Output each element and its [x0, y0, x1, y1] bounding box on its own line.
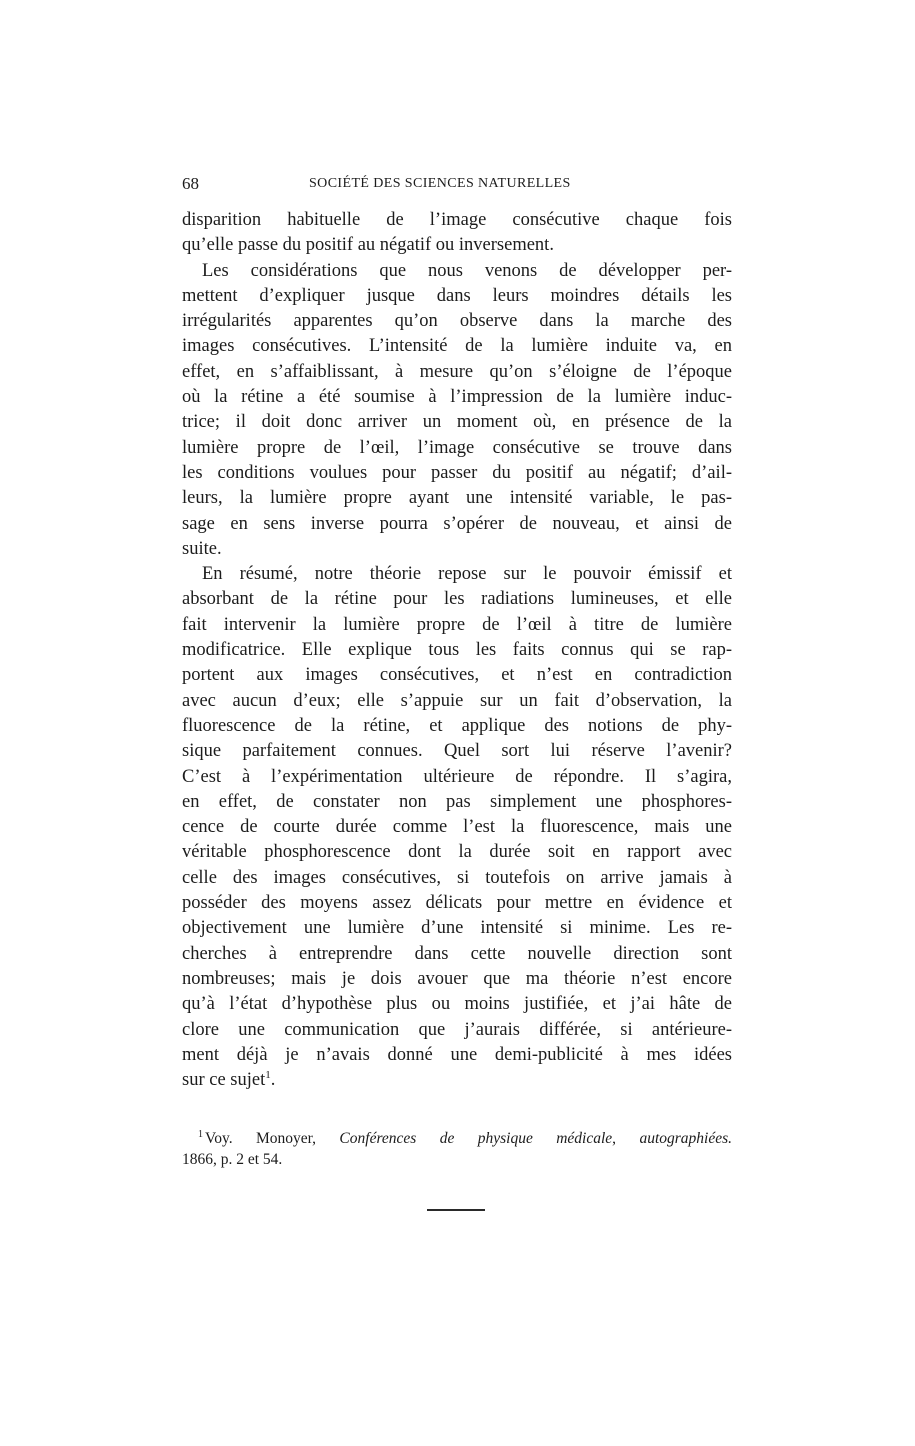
- text-line: cence de courte durée comme l’est la fluorescence, mais une: [182, 817, 732, 838]
- text-line: lumière propre de l’œil, l’image consécutive se trouve dans: [182, 437, 732, 458]
- footnote-reference[interactable]: 1: [265, 1068, 271, 1081]
- text-line: où la rétine a été soumise à l’impression de la lumière induc-: [182, 387, 732, 408]
- footnote-subtitle: autographiées.: [639, 1130, 732, 1147]
- text-line: sique parfaitement connues. Quel sort lui réserve l’avenir?: [182, 741, 732, 762]
- text-line: images consécutives. L’intensité de la lumière induite va, en: [182, 336, 732, 357]
- text-line: effet, en s’affaiblissant, à mesure qu’on s’éloigne de l’époque: [182, 361, 732, 382]
- text-line: portent aux images consécutives, et n’est en contradiction: [182, 665, 732, 686]
- text-line: modificatrice. Elle explique tous les faits connus qui se rap-: [182, 640, 732, 661]
- text-line: les conditions voulues pour passer du positif au négatif; d’ail-: [182, 462, 732, 483]
- text-line-final: [182, 1068, 732, 1093]
- page-number: 68: [182, 174, 199, 193]
- text-line: fait intervenir la lumière propre de l’œil à titre de lumière: [182, 614, 732, 635]
- text-line: ment déjà je n’avais donné une demi-publicité à mes idées: [182, 1044, 732, 1065]
- section-end-rule: [427, 1209, 485, 1211]
- footnote-separator: ,: [612, 1130, 640, 1147]
- footnote-title: Conférences de physique médicale: [339, 1130, 613, 1147]
- text-line: cherches à entreprendre dans cette nouvelle direction sont: [182, 943, 732, 964]
- text-line: suite.: [182, 538, 222, 559]
- text-line: irrégularités apparentes qu’on observe dans la marche des: [182, 311, 732, 332]
- text-line: celle des images consécutives, si toutefois on arrive jamais à: [182, 867, 732, 888]
- text-line: véritable phosphorescence dont la durée soit en rapport avec: [182, 842, 732, 863]
- footnote-author: Voy. Monoyer,: [205, 1130, 340, 1147]
- final-line-text: sur ce sujet: [182, 1070, 266, 1091]
- text-line: absorbant de la rétine pour les radiations lumineuses, et elle: [182, 589, 732, 610]
- text-line: sage en sens inverse pourra s’opérer de nouveau, et ainsi de: [182, 513, 732, 534]
- text-line: leurs, la lumière propre ayant une intensité variable, le pas-: [182, 488, 732, 509]
- body-text: [182, 208, 732, 1093]
- text-line: qu’elle passe du positif au négatif ou inversement.: [182, 235, 554, 256]
- text-line: En résumé, notre théorie repose sur le pouvoir émissif et: [202, 564, 732, 585]
- footnote-marker: 1: [198, 1128, 203, 1140]
- text-line: Les considérations que nous venons de développer per-: [202, 260, 732, 281]
- text-line: C’est à l’expérimentation ultérieure de répondre. Il s’agira,: [182, 766, 732, 787]
- text-line: posséder des moyens assez délicats pour mettre en évidence et: [182, 893, 732, 914]
- text-line: clore une communication que j’aurais différée, si antérieure-: [182, 1019, 732, 1040]
- final-period: .: [270, 1070, 276, 1091]
- footnote-line: [182, 1128, 732, 1149]
- footnote-line-2: 1866, p. 2 et 54.: [182, 1151, 283, 1168]
- text-line: avec aucun d’eux; elle s’appuie sur un fait d’observation, la: [182, 690, 732, 711]
- text-line: disparition habituelle de l’image consécutive chaque fois: [182, 210, 732, 230]
- footnote: [182, 1128, 732, 1170]
- text-line: en effet, de constater non pas simplement une phosphores-: [182, 791, 732, 812]
- page-header: [182, 174, 732, 200]
- text-line: mettent d’expliquer jusque dans leurs moindres détails les: [182, 285, 732, 306]
- running-title: SOCIÉTÉ DES SCIENCES NATURELLES: [309, 176, 571, 191]
- text-line: trice; il doit donc arriver un moment où, en présence de la: [182, 412, 732, 433]
- text-line: nombreuses; mais je dois avouer que ma théorie n’est encore: [182, 968, 732, 989]
- text-line: qu’à l’état d’hypothèse plus ou moins justifiée, et j’ai hâte de: [182, 994, 732, 1015]
- text-line: fluorescence de la rétine, et applique des notions de phy-: [182, 715, 732, 736]
- text-line: objectivement une lumière d’une intensité si minime. Les re-: [182, 918, 732, 939]
